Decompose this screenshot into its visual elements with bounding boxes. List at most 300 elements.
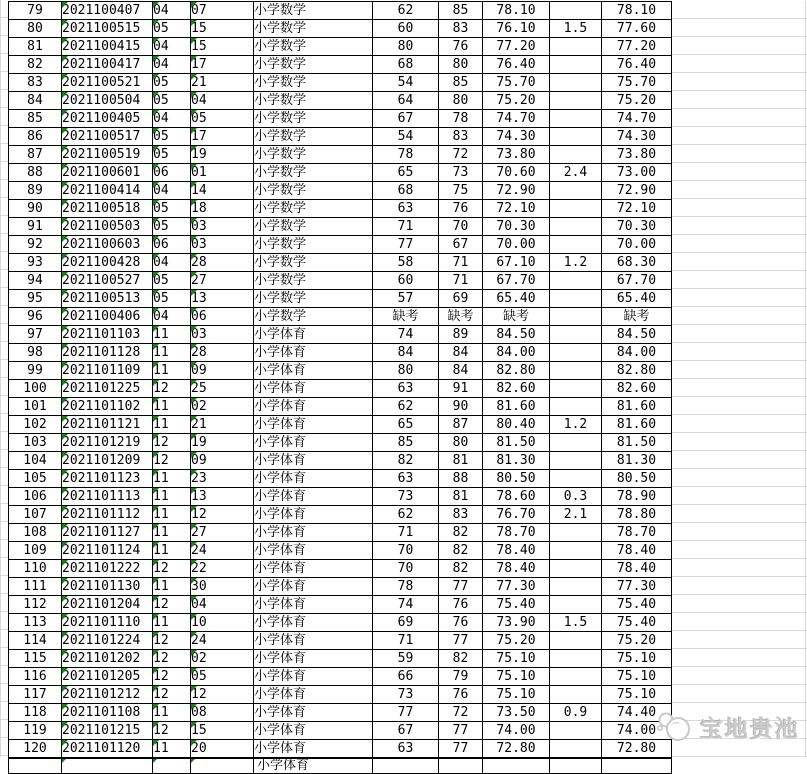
cell-row-no[interactable]	[9, 722, 62, 740]
cell-subject[interactable]	[254, 326, 373, 344]
cell-score1[interactable]	[373, 326, 439, 344]
cell-exam-id[interactable]	[62, 74, 153, 92]
cell-row-no[interactable]	[9, 362, 62, 380]
cell-row-no[interactable]	[9, 542, 62, 560]
cell-written-score[interactable]	[483, 614, 550, 632]
cell-code2[interactable]	[191, 38, 254, 56]
cell-exam-id[interactable]	[62, 722, 153, 740]
cell-written-score[interactable]	[483, 398, 550, 416]
cell-final-score[interactable]	[602, 128, 672, 146]
cell-score1[interactable]	[373, 56, 439, 74]
cell-exam-id[interactable]	[62, 200, 153, 218]
cell-bonus[interactable]	[550, 380, 602, 398]
cell-score1[interactable]	[373, 362, 439, 380]
cell-exam-id[interactable]	[62, 596, 153, 614]
cell-score1[interactable]	[373, 524, 439, 542]
cell-code2[interactable]	[191, 632, 254, 650]
cell-code1[interactable]	[153, 254, 191, 272]
cell-score1[interactable]	[373, 20, 439, 38]
cell-score1[interactable]	[373, 452, 439, 470]
cell-score2[interactable]	[439, 596, 483, 614]
cell-written-score[interactable]	[483, 326, 550, 344]
cell-written-score[interactable]	[483, 506, 550, 524]
cell-exam-id[interactable]	[62, 560, 153, 578]
cell-exam-id[interactable]	[62, 704, 153, 722]
cell-exam-id[interactable]	[62, 182, 153, 200]
cell-row-no[interactable]	[9, 452, 62, 470]
cell-final-score[interactable]	[602, 272, 672, 290]
cell-final-score[interactable]	[602, 308, 672, 326]
cell-final-score[interactable]	[602, 668, 672, 686]
cell-code2[interactable]	[191, 2, 254, 20]
cell-subject[interactable]	[254, 380, 373, 398]
cell-written-score[interactable]	[483, 74, 550, 92]
cell-written-score[interactable]	[483, 470, 550, 488]
cell-subject[interactable]	[254, 20, 373, 38]
cell-code1[interactable]	[153, 524, 191, 542]
cell-score1[interactable]	[373, 254, 439, 272]
cell-subject[interactable]	[254, 650, 373, 668]
cell-exam-id[interactable]	[62, 650, 153, 668]
cell-row-no[interactable]	[9, 254, 62, 272]
cell-final-score[interactable]	[602, 524, 672, 542]
cell-exam-id[interactable]	[62, 308, 153, 326]
cell-code1[interactable]	[153, 434, 191, 452]
cell-exam-id[interactable]	[62, 110, 153, 128]
cell-code1[interactable]	[153, 128, 191, 146]
cell-subject[interactable]	[254, 614, 373, 632]
cell-exam-id[interactable]	[62, 614, 153, 632]
partial-cell-final-score[interactable]	[602, 759, 672, 774]
cell-exam-id[interactable]	[62, 578, 153, 596]
cell-exam-id[interactable]	[62, 20, 153, 38]
cell-written-score[interactable]	[483, 92, 550, 110]
cell-row-no[interactable]	[9, 164, 62, 182]
cell-code2[interactable]	[191, 182, 254, 200]
cell-score2[interactable]	[439, 722, 483, 740]
cell-code1[interactable]	[153, 164, 191, 182]
cell-final-score[interactable]	[602, 326, 672, 344]
cell-final-score[interactable]	[602, 290, 672, 308]
cell-bonus[interactable]	[550, 524, 602, 542]
cell-row-no[interactable]	[9, 128, 62, 146]
cell-exam-id[interactable]	[62, 686, 153, 704]
cell-exam-id[interactable]	[62, 668, 153, 686]
cell-score1[interactable]	[373, 2, 439, 20]
cell-subject[interactable]	[254, 416, 373, 434]
cell-written-score[interactable]	[483, 722, 550, 740]
cell-row-no[interactable]	[9, 416, 62, 434]
cell-final-score[interactable]	[602, 254, 672, 272]
cell-row-no[interactable]	[9, 524, 62, 542]
cell-subject[interactable]	[254, 2, 373, 20]
cell-subject[interactable]	[254, 632, 373, 650]
cell-final-score[interactable]	[602, 416, 672, 434]
cell-code1[interactable]	[153, 92, 191, 110]
cell-score1[interactable]	[373, 218, 439, 236]
cell-subject[interactable]	[254, 74, 373, 92]
cell-code1[interactable]	[153, 578, 191, 596]
cell-code2[interactable]	[191, 542, 254, 560]
cell-bonus[interactable]	[550, 650, 602, 668]
cell-score2[interactable]	[439, 668, 483, 686]
cell-row-no[interactable]	[9, 578, 62, 596]
cell-code2[interactable]	[191, 434, 254, 452]
cell-row-no[interactable]	[9, 344, 62, 362]
partial-cell-bonus[interactable]	[550, 759, 602, 774]
cell-written-score[interactable]	[483, 254, 550, 272]
cell-exam-id[interactable]	[62, 416, 153, 434]
cell-code1[interactable]	[153, 344, 191, 362]
cell-code2[interactable]	[191, 344, 254, 362]
cell-written-score[interactable]	[483, 56, 550, 74]
cell-written-score[interactable]	[483, 704, 550, 722]
cell-code2[interactable]	[191, 506, 254, 524]
cell-final-score[interactable]	[602, 2, 672, 20]
cell-code1[interactable]	[153, 596, 191, 614]
cell-final-score[interactable]	[602, 56, 672, 74]
cell-score1[interactable]	[373, 182, 439, 200]
cell-score2[interactable]	[439, 326, 483, 344]
cell-score2[interactable]	[439, 20, 483, 38]
cell-exam-id[interactable]	[62, 542, 153, 560]
cell-bonus[interactable]	[550, 362, 602, 380]
cell-written-score[interactable]	[483, 560, 550, 578]
cell-score1[interactable]	[373, 74, 439, 92]
cell-score2[interactable]	[439, 182, 483, 200]
cell-score1[interactable]	[373, 380, 439, 398]
cell-score2[interactable]	[439, 56, 483, 74]
cell-code2[interactable]	[191, 362, 254, 380]
cell-written-score[interactable]	[483, 2, 550, 20]
cell-score2[interactable]	[439, 74, 483, 92]
cell-subject[interactable]	[254, 344, 373, 362]
cell-written-score[interactable]	[483, 452, 550, 470]
cell-bonus[interactable]	[550, 488, 602, 506]
cell-code2[interactable]	[191, 470, 254, 488]
cell-written-score[interactable]	[483, 524, 550, 542]
cell-code2[interactable]	[191, 560, 254, 578]
cell-exam-id[interactable]	[62, 452, 153, 470]
cell-subject[interactable]	[254, 218, 373, 236]
cell-written-score[interactable]	[483, 434, 550, 452]
cell-written-score[interactable]	[483, 632, 550, 650]
cell-code2[interactable]	[191, 146, 254, 164]
cell-final-score[interactable]	[602, 560, 672, 578]
partial-cell-score2[interactable]	[439, 759, 483, 774]
cell-bonus[interactable]	[550, 254, 602, 272]
cell-written-score[interactable]	[483, 380, 550, 398]
cell-bonus[interactable]	[550, 542, 602, 560]
cell-score1[interactable]	[373, 308, 439, 326]
cell-row-no[interactable]	[9, 650, 62, 668]
cell-bonus[interactable]	[550, 92, 602, 110]
cell-code2[interactable]	[191, 20, 254, 38]
cell-row-no[interactable]	[9, 740, 62, 758]
cell-bonus[interactable]	[550, 470, 602, 488]
cell-score2[interactable]	[439, 488, 483, 506]
cell-written-score[interactable]	[483, 344, 550, 362]
partial-next-row[interactable]	[8, 758, 672, 774]
cell-code2[interactable]	[191, 200, 254, 218]
cell-final-score[interactable]	[602, 362, 672, 380]
cell-code1[interactable]	[153, 416, 191, 434]
cell-written-score[interactable]	[483, 686, 550, 704]
cell-subject[interactable]	[254, 38, 373, 56]
cell-score1[interactable]	[373, 200, 439, 218]
cell-code1[interactable]	[153, 488, 191, 506]
cell-code2[interactable]	[191, 722, 254, 740]
cell-bonus[interactable]	[550, 272, 602, 290]
cell-row-no[interactable]	[9, 308, 62, 326]
cell-code1[interactable]	[153, 362, 191, 380]
cell-score2[interactable]	[439, 2, 483, 20]
cell-exam-id[interactable]	[62, 362, 153, 380]
cell-final-score[interactable]	[602, 344, 672, 362]
cell-bonus[interactable]	[550, 686, 602, 704]
cell-code1[interactable]	[153, 506, 191, 524]
cell-code1[interactable]	[153, 722, 191, 740]
cell-exam-id[interactable]	[62, 218, 153, 236]
cell-row-no[interactable]	[9, 20, 62, 38]
cell-bonus[interactable]	[550, 344, 602, 362]
cell-final-score[interactable]	[602, 578, 672, 596]
cell-score2[interactable]	[439, 290, 483, 308]
partial-cell-score1[interactable]	[373, 759, 439, 774]
cell-exam-id[interactable]	[62, 740, 153, 758]
cell-bonus[interactable]	[550, 704, 602, 722]
cell-code1[interactable]	[153, 182, 191, 200]
cell-code2[interactable]	[191, 218, 254, 236]
cell-bonus[interactable]	[550, 146, 602, 164]
empty-grid-area[interactable]	[672, 1, 807, 758]
cell-bonus[interactable]	[550, 128, 602, 146]
cell-exam-id[interactable]	[62, 164, 153, 182]
cell-written-score[interactable]	[483, 236, 550, 254]
cell-written-score[interactable]	[483, 38, 550, 56]
cell-exam-id[interactable]	[62, 506, 153, 524]
cell-code1[interactable]	[153, 614, 191, 632]
cell-score1[interactable]	[373, 290, 439, 308]
cell-subject[interactable]	[254, 254, 373, 272]
cell-score1[interactable]	[373, 596, 439, 614]
cell-score1[interactable]	[373, 722, 439, 740]
cell-bonus[interactable]	[550, 560, 602, 578]
cell-code1[interactable]	[153, 2, 191, 20]
cell-bonus[interactable]	[550, 164, 602, 182]
cell-final-score[interactable]	[602, 614, 672, 632]
cell-row-no[interactable]	[9, 506, 62, 524]
cell-code1[interactable]	[153, 326, 191, 344]
cell-bonus[interactable]	[550, 614, 602, 632]
cell-code1[interactable]	[153, 704, 191, 722]
cell-bonus[interactable]	[550, 20, 602, 38]
cell-subject[interactable]	[254, 128, 373, 146]
cell-score2[interactable]	[439, 452, 483, 470]
cell-final-score[interactable]	[602, 452, 672, 470]
cell-written-score[interactable]	[483, 128, 550, 146]
cell-score2[interactable]	[439, 506, 483, 524]
cell-final-score[interactable]	[602, 722, 672, 740]
cell-code1[interactable]	[153, 542, 191, 560]
cell-subject[interactable]	[254, 740, 373, 758]
cell-final-score[interactable]	[602, 200, 672, 218]
cell-code2[interactable]	[191, 596, 254, 614]
cell-code2[interactable]	[191, 740, 254, 758]
cell-code2[interactable]	[191, 326, 254, 344]
cell-score2[interactable]	[439, 614, 483, 632]
cell-subject[interactable]	[254, 452, 373, 470]
cell-written-score[interactable]	[483, 218, 550, 236]
cell-bonus[interactable]	[550, 722, 602, 740]
cell-code1[interactable]	[153, 290, 191, 308]
cell-subject[interactable]	[254, 722, 373, 740]
cell-final-score[interactable]	[602, 704, 672, 722]
partial-cell-written-score[interactable]	[483, 759, 550, 774]
cell-code1[interactable]	[153, 668, 191, 686]
cell-bonus[interactable]	[550, 38, 602, 56]
cell-row-no[interactable]	[9, 686, 62, 704]
cell-code1[interactable]	[153, 632, 191, 650]
cell-code2[interactable]	[191, 668, 254, 686]
cell-code1[interactable]	[153, 650, 191, 668]
cell-row-no[interactable]	[9, 596, 62, 614]
cell-subject[interactable]	[254, 164, 373, 182]
cell-subject[interactable]	[254, 542, 373, 560]
cell-code2[interactable]	[191, 272, 254, 290]
cell-score2[interactable]	[439, 38, 483, 56]
cell-bonus[interactable]	[550, 236, 602, 254]
partial-cell-row-no[interactable]	[9, 759, 62, 774]
cell-score2[interactable]	[439, 164, 483, 182]
cell-row-no[interactable]	[9, 74, 62, 92]
cell-score2[interactable]	[439, 272, 483, 290]
cell-row-no[interactable]	[9, 614, 62, 632]
cell-code1[interactable]	[153, 200, 191, 218]
cell-code2[interactable]	[191, 128, 254, 146]
cell-bonus[interactable]	[550, 56, 602, 74]
cell-code2[interactable]	[191, 380, 254, 398]
cell-score2[interactable]	[439, 236, 483, 254]
cell-bonus[interactable]	[550, 452, 602, 470]
cell-code2[interactable]	[191, 686, 254, 704]
cell-subject[interactable]	[254, 434, 373, 452]
cell-written-score[interactable]	[483, 668, 550, 686]
cell-code1[interactable]	[153, 380, 191, 398]
cell-exam-id[interactable]	[62, 2, 153, 20]
cell-exam-id[interactable]	[62, 128, 153, 146]
cell-written-score[interactable]	[483, 146, 550, 164]
cell-subject[interactable]	[254, 560, 373, 578]
cell-bonus[interactable]	[550, 668, 602, 686]
cell-score1[interactable]	[373, 416, 439, 434]
cell-code1[interactable]	[153, 686, 191, 704]
cell-score1[interactable]	[373, 614, 439, 632]
cell-score1[interactable]	[373, 146, 439, 164]
cell-code2[interactable]	[191, 524, 254, 542]
cell-written-score[interactable]	[483, 290, 550, 308]
cell-score1[interactable]	[373, 272, 439, 290]
cell-code1[interactable]	[153, 398, 191, 416]
cell-bonus[interactable]	[550, 308, 602, 326]
cell-exam-id[interactable]	[62, 290, 153, 308]
cell-code2[interactable]	[191, 308, 254, 326]
cell-final-score[interactable]	[602, 38, 672, 56]
cell-code2[interactable]	[191, 254, 254, 272]
cell-bonus[interactable]	[550, 398, 602, 416]
cell-code2[interactable]	[191, 488, 254, 506]
cell-written-score[interactable]	[483, 596, 550, 614]
cell-score2[interactable]	[439, 686, 483, 704]
cell-code2[interactable]	[191, 290, 254, 308]
cell-subject[interactable]	[254, 146, 373, 164]
cell-row-no[interactable]	[9, 704, 62, 722]
cell-final-score[interactable]	[602, 236, 672, 254]
cell-score1[interactable]	[373, 560, 439, 578]
cell-score2[interactable]	[439, 362, 483, 380]
cell-score2[interactable]	[439, 398, 483, 416]
cell-code2[interactable]	[191, 74, 254, 92]
cell-final-score[interactable]	[602, 110, 672, 128]
cell-final-score[interactable]	[602, 650, 672, 668]
cell-code2[interactable]	[191, 704, 254, 722]
cell-score1[interactable]	[373, 704, 439, 722]
cell-score1[interactable]	[373, 632, 439, 650]
cell-exam-id[interactable]	[62, 524, 153, 542]
cell-subject[interactable]	[254, 236, 373, 254]
cell-bonus[interactable]	[550, 416, 602, 434]
cell-exam-id[interactable]	[62, 470, 153, 488]
cell-score2[interactable]	[439, 92, 483, 110]
cell-score2[interactable]	[439, 200, 483, 218]
cell-row-no[interactable]	[9, 236, 62, 254]
cell-exam-id[interactable]	[62, 254, 153, 272]
cell-code2[interactable]	[191, 110, 254, 128]
cell-final-score[interactable]	[602, 542, 672, 560]
cell-row-no[interactable]	[9, 560, 62, 578]
cell-final-score[interactable]	[602, 398, 672, 416]
cell-written-score[interactable]	[483, 182, 550, 200]
cell-row-no[interactable]	[9, 146, 62, 164]
cell-score2[interactable]	[439, 470, 483, 488]
cell-subject[interactable]	[254, 272, 373, 290]
cell-code1[interactable]	[153, 74, 191, 92]
cell-code1[interactable]	[153, 56, 191, 74]
cell-score2[interactable]	[439, 254, 483, 272]
cell-score1[interactable]	[373, 668, 439, 686]
cell-score2[interactable]	[439, 542, 483, 560]
cell-subject[interactable]	[254, 668, 373, 686]
cell-row-no[interactable]	[9, 56, 62, 74]
cell-bonus[interactable]	[550, 2, 602, 20]
cell-score1[interactable]	[373, 398, 439, 416]
cell-exam-id[interactable]	[62, 632, 153, 650]
cell-final-score[interactable]	[602, 20, 672, 38]
cell-bonus[interactable]	[550, 434, 602, 452]
cell-bonus[interactable]	[550, 74, 602, 92]
cell-score2[interactable]	[439, 578, 483, 596]
cell-row-no[interactable]	[9, 200, 62, 218]
cell-final-score[interactable]	[602, 74, 672, 92]
cell-row-no[interactable]	[9, 380, 62, 398]
cell-row-no[interactable]	[9, 2, 62, 20]
cell-row-no[interactable]	[9, 272, 62, 290]
cell-code1[interactable]	[153, 308, 191, 326]
cell-code2[interactable]	[191, 236, 254, 254]
cell-subject[interactable]	[254, 596, 373, 614]
cell-score2[interactable]	[439, 128, 483, 146]
cell-written-score[interactable]	[483, 110, 550, 128]
